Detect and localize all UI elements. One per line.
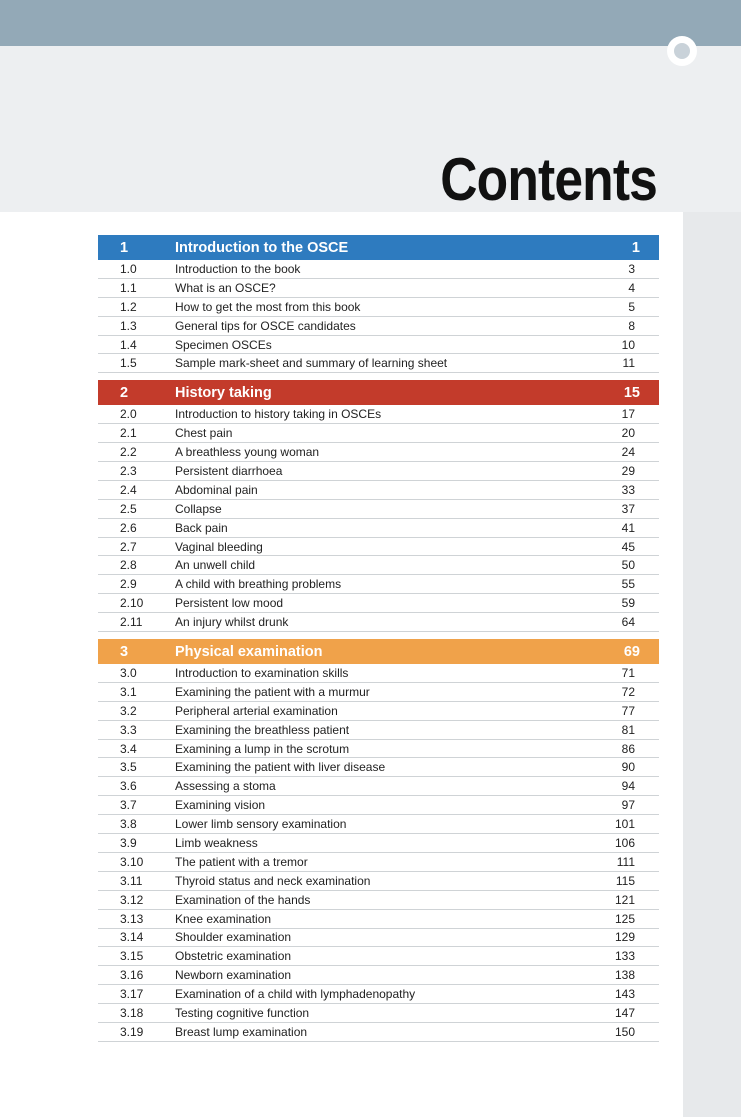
toc-row[interactable] [98, 462, 659, 481]
section-items [98, 260, 659, 373]
item-page: 81 [621, 722, 635, 737]
toc-row[interactable] [98, 538, 659, 557]
section-header[interactable] [98, 380, 659, 405]
item-page: 24 [621, 445, 635, 460]
item-title: Examining the patient with a murmur [175, 684, 370, 699]
toc-row[interactable] [98, 929, 659, 948]
item-page: 138 [614, 968, 635, 983]
item-title: Examining a lump in the scrotum [175, 741, 350, 756]
item-title: How to get the most from this book [175, 299, 361, 314]
item-number: 1.5 [120, 356, 137, 371]
item-page: 8 [628, 318, 635, 333]
section-page: 15 [623, 384, 640, 401]
item-number: 3.9 [120, 835, 137, 850]
item-title: Assessing a stoma [175, 779, 276, 794]
section-title: History taking [175, 384, 272, 401]
item-number: 3.18 [120, 1006, 144, 1020]
toc-row[interactable] [98, 985, 659, 1004]
item-title: A breathless young woman [175, 445, 320, 460]
item-page: 29 [621, 463, 635, 478]
toc-row[interactable] [98, 872, 659, 891]
section-number: 3 [120, 643, 129, 660]
toc-row[interactable] [98, 853, 659, 872]
toc-row[interactable] [98, 947, 659, 966]
item-page: 106 [614, 835, 635, 850]
item-title: What is an OSCE? [175, 280, 276, 295]
item-number: 3.16 [120, 968, 144, 983]
item-page: 86 [621, 741, 635, 756]
toc-row[interactable] [98, 1023, 659, 1042]
item-page: 77 [621, 703, 635, 718]
item-page: 50 [621, 558, 635, 573]
section-items [98, 664, 659, 1042]
item-title: The patient with a tremor [175, 854, 308, 869]
item-number: 1.3 [120, 318, 137, 333]
item-title: Chest pain [175, 426, 233, 441]
item-page: 4 [628, 280, 635, 295]
section-header[interactable] [98, 639, 659, 664]
punch-hole-icon [667, 36, 697, 66]
table-of-contents [98, 235, 659, 1049]
item-title: Introduction to the book [175, 261, 301, 276]
item-title: Persistent low mood [175, 596, 284, 611]
toc-row[interactable] [98, 354, 659, 373]
page-title: Contents [440, 146, 657, 213]
item-number: 3.15 [120, 949, 144, 964]
item-number: 2.4 [120, 482, 137, 497]
item-title: Shoulder examination [175, 930, 292, 945]
item-number: 2.11 [120, 615, 143, 630]
item-number: 1.1 [120, 280, 137, 295]
item-number: 3.10 [120, 854, 144, 869]
item-title: An unwell child [175, 558, 256, 573]
item-page: 20 [621, 426, 635, 441]
item-page: 17 [621, 407, 635, 422]
toc-row[interactable] [98, 1004, 659, 1023]
toc-row[interactable] [98, 279, 659, 298]
item-number: 3.2 [120, 703, 137, 718]
toc-row[interactable] [98, 424, 659, 443]
item-page: 129 [614, 930, 635, 945]
item-title: Obstetric examination [175, 949, 292, 964]
item-page: 143 [614, 987, 635, 1002]
item-title: Examining the patient with liver disease [175, 760, 386, 775]
item-number: 3.1 [120, 684, 137, 699]
toc-row[interactable] [98, 405, 659, 424]
item-number: 3.5 [120, 760, 137, 775]
item-number: 3.14 [120, 930, 144, 945]
item-page: 94 [621, 779, 635, 794]
toc-row[interactable] [98, 702, 659, 721]
item-title: Examination of a child with lymphadenopathy [175, 987, 416, 1002]
item-page: 147 [614, 1006, 635, 1020]
item-number: 2.1 [120, 426, 137, 441]
section-title: Introduction to the OSCE [175, 239, 349, 256]
item-title: Knee examination [175, 911, 272, 926]
toc-row[interactable] [98, 556, 659, 575]
section-header[interactable] [98, 235, 659, 260]
section-number: 2 [120, 384, 129, 401]
item-page: 125 [614, 911, 635, 926]
item-page: 97 [621, 798, 635, 813]
toc-row[interactable] [98, 260, 659, 279]
item-title: Examination of the hands [175, 892, 311, 907]
item-page: 33 [621, 482, 635, 497]
item-number: 3.8 [120, 817, 137, 832]
item-page: 115 [615, 873, 635, 888]
item-page: 111 [616, 854, 635, 869]
item-title: Collapse [175, 501, 222, 516]
toc-row[interactable] [98, 298, 659, 317]
toc-row[interactable] [98, 336, 659, 355]
item-number: 3.17 [120, 987, 144, 1002]
item-page: 55 [621, 577, 635, 592]
item-number: 3.7 [120, 798, 137, 813]
item-page: 150 [614, 1024, 635, 1039]
toc-row[interactable] [98, 683, 659, 702]
item-number: 2.5 [120, 501, 137, 516]
item-page: 11 [622, 356, 635, 371]
item-title: Introduction to examination skills [175, 665, 349, 680]
item-page: 5 [628, 299, 635, 314]
toc-row[interactable] [98, 317, 659, 336]
item-page: 45 [621, 539, 635, 554]
item-page: 3 [628, 261, 635, 276]
item-title: A child with breathing problems [175, 577, 342, 592]
item-page: 72 [621, 684, 635, 699]
toc-row[interactable] [98, 758, 659, 777]
item-title: Introduction to history taking in OSCEs [175, 407, 382, 422]
item-title: Persistent diarrhoea [175, 463, 283, 478]
item-page: 64 [621, 615, 635, 630]
toc-row[interactable] [98, 891, 659, 910]
item-number: 3.12 [120, 892, 144, 907]
item-number: 3.0 [120, 665, 137, 680]
top-banner [0, 0, 741, 46]
item-number: 3.13 [120, 911, 144, 926]
item-number: 2.2 [120, 445, 137, 460]
item-title: Examining vision [175, 798, 266, 813]
item-number: 2.3 [120, 463, 137, 478]
toc-row[interactable] [98, 594, 659, 613]
item-number: 1.0 [120, 261, 137, 276]
toc-row[interactable] [98, 740, 659, 759]
item-number: 2.9 [120, 577, 137, 592]
item-number: 2.10 [120, 596, 144, 611]
item-title: General tips for OSCE candidates [175, 318, 356, 333]
toc-row[interactable] [98, 443, 659, 462]
item-page: 59 [621, 596, 635, 611]
section-page: 1 [631, 239, 640, 256]
item-title: Vaginal bleeding [175, 539, 263, 554]
item-title: Testing cognitive function [175, 1006, 310, 1020]
section-page: 69 [623, 643, 640, 660]
item-title: Sample mark-sheet and summary of learning sheet [175, 356, 448, 371]
item-page: 71 [621, 665, 635, 680]
item-number: 3.11 [120, 873, 143, 888]
item-page: 121 [614, 892, 635, 907]
item-number: 2.8 [120, 558, 137, 573]
item-number: 2.0 [120, 407, 137, 422]
item-title: Back pain [175, 520, 228, 535]
item-number: 1.2 [120, 299, 137, 314]
item-number: 2.7 [120, 539, 137, 554]
section-title: Physical examination [175, 643, 323, 660]
toc-row[interactable] [98, 575, 659, 594]
item-title: Thyroid status and neck examination [175, 873, 371, 888]
toc-row[interactable] [98, 481, 659, 500]
right-margin-strip [683, 212, 741, 1117]
item-title: Breast lump examination [175, 1024, 308, 1039]
item-title: Peripheral arterial examination [175, 703, 338, 718]
item-page: 90 [621, 760, 635, 775]
item-number: 1.4 [120, 337, 137, 352]
item-title: Lower limb sensory examination [175, 817, 347, 832]
item-number: 3.4 [120, 741, 137, 756]
item-title: Newborn examination [175, 968, 292, 983]
toc-row[interactable] [98, 966, 659, 985]
toc-row[interactable] [98, 815, 659, 834]
item-title: Specimen OSCEs [175, 337, 272, 352]
item-page: 41 [621, 520, 635, 535]
item-page: 10 [621, 337, 635, 352]
toc-row[interactable] [98, 613, 659, 632]
section-items [98, 405, 659, 632]
toc-row[interactable] [98, 500, 659, 519]
item-page: 37 [621, 501, 635, 516]
toc-row[interactable] [98, 664, 659, 683]
toc-row[interactable] [98, 721, 659, 740]
item-number: 3.19 [120, 1024, 144, 1039]
section-number: 1 [120, 239, 129, 256]
item-title: An injury whilst drunk [175, 615, 289, 630]
item-title: Abdominal pain [175, 482, 258, 497]
item-number: 3.6 [120, 779, 137, 794]
toc-row[interactable] [98, 796, 659, 815]
item-title: Limb weakness [175, 835, 258, 850]
toc-row[interactable] [98, 910, 659, 929]
item-title: Examining the breathless patient [175, 722, 350, 737]
toc-row[interactable] [98, 519, 659, 538]
toc-row[interactable] [98, 777, 659, 796]
item-page: 133 [614, 949, 635, 964]
item-number: 3.3 [120, 722, 137, 737]
toc-row[interactable] [98, 834, 659, 853]
item-page: 101 [614, 817, 635, 832]
item-number: 2.6 [120, 520, 137, 535]
